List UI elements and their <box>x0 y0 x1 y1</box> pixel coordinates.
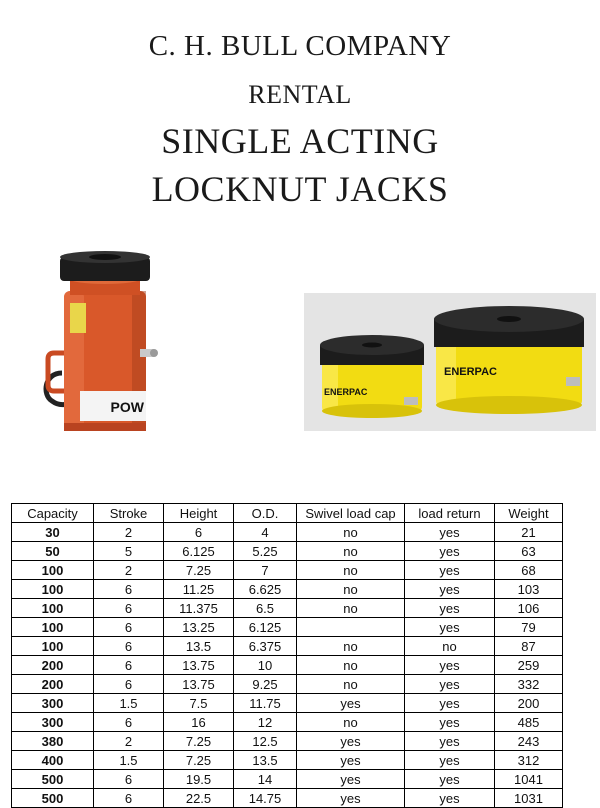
table-cell: 6.375 <box>234 637 297 656</box>
table-cell: 6.5 <box>234 599 297 618</box>
table-cell: 6 <box>94 789 164 808</box>
table-cell: 79 <box>495 618 563 637</box>
table-cell: yes <box>405 675 495 694</box>
table-cell: 243 <box>495 732 563 751</box>
table-cell: 6.625 <box>234 580 297 599</box>
table-cell: 6 <box>94 580 164 599</box>
table-cell: 5 <box>94 542 164 561</box>
yellow-enerpac-jacks-photo <box>304 293 596 431</box>
table-cell: 380 <box>12 732 94 751</box>
table-cell: 500 <box>12 770 94 789</box>
table-cell: 13.75 <box>164 656 234 675</box>
table-cell: 19.5 <box>164 770 234 789</box>
table-cell: 13.75 <box>164 675 234 694</box>
product-title-line-2: LOCKNUT JACKS <box>151 169 449 209</box>
table-cell: 100 <box>12 618 94 637</box>
table-cell: 6 <box>94 618 164 637</box>
company-name: C. H. BULL COMPANY <box>148 30 452 62</box>
table-cell: no <box>297 599 405 618</box>
table-header-row <box>12 504 563 523</box>
table-cell: 485 <box>495 713 563 732</box>
table-cell: no <box>297 656 405 675</box>
table-cell: 12.5 <box>234 732 297 751</box>
table-cell: yes <box>297 770 405 789</box>
table-cell: 5.25 <box>234 542 297 561</box>
table-cell: 1.5 <box>94 694 164 713</box>
table-cell: 400 <box>12 751 94 770</box>
table-cell: 11.75 <box>234 694 297 713</box>
product-title-line-1: SINGLE ACTING <box>161 121 439 161</box>
table-cell: 259 <box>495 656 563 675</box>
table-row <box>12 675 563 694</box>
table-cell: 100 <box>12 580 94 599</box>
table-cell: 100 <box>12 561 94 580</box>
jack-specifications-table <box>11 503 563 808</box>
table-cell: 2 <box>94 732 164 751</box>
table-cell: 2 <box>94 561 164 580</box>
table-cell: 6 <box>94 770 164 789</box>
table-cell: 6.125 <box>164 542 234 561</box>
table-cell: 6 <box>164 523 234 542</box>
table-cell: 1041 <box>495 770 563 789</box>
table-row <box>12 618 563 637</box>
table-cell: 1.5 <box>94 751 164 770</box>
table-row <box>12 656 563 675</box>
table-row <box>12 523 563 542</box>
table-cell: yes <box>405 542 495 561</box>
table-row <box>12 561 563 580</box>
table-cell: 7.25 <box>164 732 234 751</box>
table-cell: 6 <box>94 675 164 694</box>
table-cell: 63 <box>495 542 563 561</box>
table-cell: 312 <box>495 751 563 770</box>
table-cell: 22.5 <box>164 789 234 808</box>
orange-locknut-jack-photo <box>40 245 170 445</box>
table-cell: 30 <box>12 523 94 542</box>
table-cell: 21 <box>495 523 563 542</box>
table-cell: no <box>297 580 405 599</box>
table-cell: 1031 <box>495 789 563 808</box>
table-cell: 68 <box>495 561 563 580</box>
left-brand-text: POW <box>110 399 144 415</box>
table-cell: 6 <box>94 637 164 656</box>
table-cell: no <box>297 542 405 561</box>
column-header: load return <box>405 504 495 523</box>
table-cell: 14.75 <box>234 789 297 808</box>
table-cell: 4 <box>234 523 297 542</box>
table-cell: 87 <box>495 637 563 656</box>
table-row <box>12 751 563 770</box>
table-cell: yes <box>405 523 495 542</box>
table-cell: 200 <box>12 675 94 694</box>
column-header: Height <box>164 504 234 523</box>
table-cell: 7 <box>234 561 297 580</box>
table-cell: 13.5 <box>164 637 234 656</box>
table-row <box>12 770 563 789</box>
table-row <box>12 713 563 732</box>
table-cell: 103 <box>495 580 563 599</box>
table-cell: yes <box>405 694 495 713</box>
table-cell: 50 <box>12 542 94 561</box>
table-cell: yes <box>297 751 405 770</box>
right-brand-text: ENERPAC <box>444 366 497 378</box>
table-row <box>12 580 563 599</box>
table-cell: yes <box>405 656 495 675</box>
column-header: Swivel load cap <box>297 504 405 523</box>
table-cell: yes <box>405 789 495 808</box>
table-cell: yes <box>405 618 495 637</box>
table-cell: 332 <box>495 675 563 694</box>
table-row <box>12 542 563 561</box>
svg-text:ENERPAC: ENERPAC <box>324 387 368 397</box>
table-cell: no <box>297 675 405 694</box>
table-cell: 7.5 <box>164 694 234 713</box>
table-cell: yes <box>405 713 495 732</box>
section-label: RENTAL <box>248 80 352 109</box>
table-cell: no <box>405 637 495 656</box>
table-cell: 300 <box>12 694 94 713</box>
table-cell: 14 <box>234 770 297 789</box>
table-cell: 7.25 <box>164 751 234 770</box>
table-cell: 6 <box>94 713 164 732</box>
table-cell: 100 <box>12 637 94 656</box>
table-cell: yes <box>405 751 495 770</box>
table-cell: 200 <box>495 694 563 713</box>
table-row <box>12 637 563 656</box>
table-cell: 9.25 <box>234 675 297 694</box>
table-cell: yes <box>297 789 405 808</box>
table-cell: no <box>297 637 405 656</box>
table-cell: yes <box>297 694 405 713</box>
table-cell: 106 <box>495 599 563 618</box>
table-cell: yes <box>405 770 495 789</box>
table-cell: yes <box>405 580 495 599</box>
table-cell: 11.25 <box>164 580 234 599</box>
table-cell: no <box>297 713 405 732</box>
table-cell: 500 <box>12 789 94 808</box>
table-cell: yes <box>405 599 495 618</box>
table-row <box>12 732 563 751</box>
table-cell: 7.25 <box>164 561 234 580</box>
table-cell: no <box>297 523 405 542</box>
table-row <box>12 599 563 618</box>
table-cell: 16 <box>164 713 234 732</box>
table-cell: 200 <box>12 656 94 675</box>
table-cell: 13.5 <box>234 751 297 770</box>
table-cell <box>297 618 405 637</box>
table-row <box>12 694 563 713</box>
column-header: Capacity <box>12 504 94 523</box>
column-header: Stroke <box>94 504 164 523</box>
table-cell: 11.375 <box>164 599 234 618</box>
column-header: Weight <box>495 504 563 523</box>
table-row <box>12 789 563 808</box>
table-cell: 100 <box>12 599 94 618</box>
table-cell: 6 <box>94 656 164 675</box>
table-cell: yes <box>297 732 405 751</box>
table-cell: 13.25 <box>164 618 234 637</box>
column-header: O.D. <box>234 504 297 523</box>
table-cell: 6 <box>94 599 164 618</box>
table-cell: 12 <box>234 713 297 732</box>
table-cell: 6.125 <box>234 618 297 637</box>
table-cell: 2 <box>94 523 164 542</box>
table-cell: no <box>297 561 405 580</box>
table-cell: 10 <box>234 656 297 675</box>
table-cell: yes <box>405 732 495 751</box>
table-cell: 300 <box>12 713 94 732</box>
table-cell: yes <box>405 561 495 580</box>
